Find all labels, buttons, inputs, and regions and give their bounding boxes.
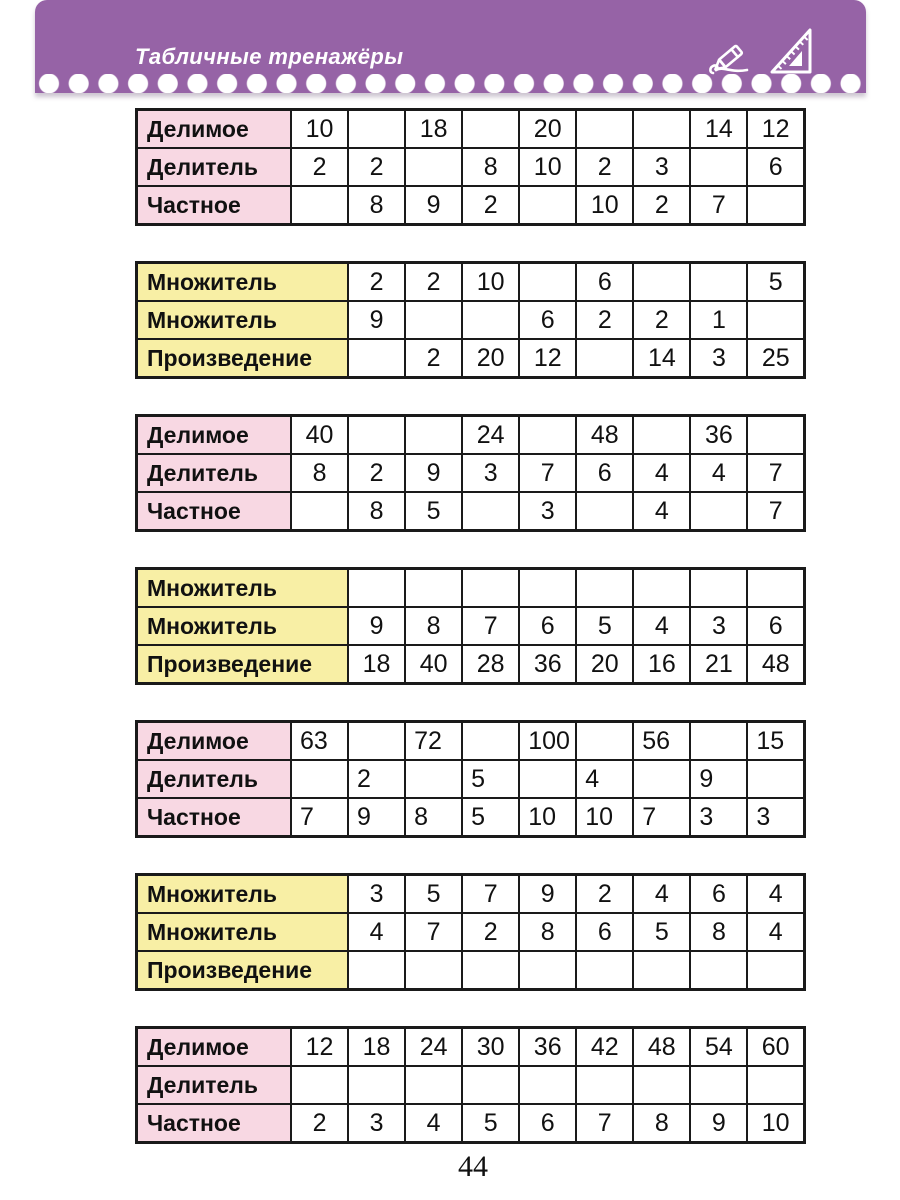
value-cell: 9 [519,875,576,914]
row-label: Множитель [137,569,349,608]
answer-cell-empty [462,1066,519,1104]
value-cell: 2 [462,913,519,951]
answer-cell-empty [405,1066,462,1104]
value-cell: 9 [405,186,462,225]
value-cell: 2 [291,148,348,186]
answer-cell-empty [633,760,690,798]
value-cell: 2 [633,301,690,339]
answer-cell-empty [405,951,462,990]
value-cell: 3 [633,148,690,186]
value-cell: 2 [405,263,462,302]
row-label: Частное [137,1104,292,1143]
value-cell: 9 [348,301,405,339]
answer-cell-empty [747,416,804,455]
value-cell: 3 [348,875,405,914]
division-trainer-table [135,720,806,838]
value-cell: 7 [747,454,804,492]
page-title: Табличные тренажёры [135,44,404,69]
value-cell: 40 [405,645,462,684]
value-cell: 7 [405,913,462,951]
division-trainer-table [135,414,806,532]
answer-cell-empty [519,760,576,798]
value-cell: 48 [747,645,804,684]
value-cell: 9 [348,798,405,837]
answer-cell-empty [348,339,405,378]
value-cell: 6 [519,301,576,339]
answer-cell-empty [462,492,519,531]
table-row [137,148,805,186]
value-cell: 2 [576,148,633,186]
answer-cell-empty [519,569,576,608]
answer-cell-empty [291,1066,348,1104]
row-label: Делимое [137,416,292,455]
answer-cell-empty [747,186,804,225]
answer-cell-empty [576,951,633,990]
value-cell: 20 [519,110,576,149]
value-cell: 100 [519,722,576,761]
table-row [137,263,805,302]
table-row [137,339,805,378]
multiplication-trainer-table [135,567,806,685]
value-cell: 5 [462,760,519,798]
value-cell: 9 [348,607,405,645]
answer-cell-empty [690,263,747,302]
value-cell: 8 [519,913,576,951]
answer-cell-empty [690,492,747,531]
row-label: Делитель [137,148,292,186]
value-cell: 6 [690,875,747,914]
value-cell: 2 [348,454,405,492]
value-cell: 3 [519,492,576,531]
value-cell: 2 [348,760,405,798]
value-cell: 10 [576,798,633,837]
value-cell: 7 [462,607,519,645]
value-cell: 6 [747,148,804,186]
answer-cell-empty [576,339,633,378]
table-row [137,416,805,455]
answer-cell-empty [576,492,633,531]
value-cell: 7 [291,798,348,837]
answer-cell-empty [576,569,633,608]
answer-cell-empty [633,263,690,302]
value-cell: 2 [462,186,519,225]
row-label: Произведение [137,645,349,684]
value-cell: 9 [405,454,462,492]
value-cell: 24 [405,1028,462,1067]
answer-cell-empty [747,569,804,608]
value-cell: 8 [690,913,747,951]
value-cell: 36 [519,645,576,684]
table-row [137,875,805,914]
value-cell: 2 [576,301,633,339]
value-cell: 4 [747,913,804,951]
value-cell: 5 [462,1104,519,1143]
triangle-ruler-icon [766,24,816,78]
table-row [137,569,805,608]
row-label: Делимое [137,722,292,761]
answer-cell-empty [462,722,519,761]
answer-cell-empty [519,1066,576,1104]
value-cell: 10 [291,110,348,149]
row-label: Делитель [137,1066,292,1104]
answer-cell-empty [633,951,690,990]
value-cell: 6 [747,607,804,645]
answer-cell-empty [690,569,747,608]
value-cell: 60 [747,1028,804,1067]
value-cell: 7 [747,492,804,531]
value-cell: 28 [462,645,519,684]
value-cell: 12 [291,1028,348,1067]
value-cell: 6 [519,607,576,645]
value-cell: 4 [633,875,690,914]
table-row [137,301,805,339]
answer-cell-empty [519,951,576,990]
answer-cell-empty [747,301,804,339]
answer-cell-empty [576,110,633,149]
value-cell: 3 [462,454,519,492]
value-cell: 8 [291,454,348,492]
table-row [137,607,805,645]
row-label: Множитель [137,301,349,339]
value-cell: 8 [348,492,405,531]
value-cell: 36 [519,1028,576,1067]
value-cell: 2 [405,339,462,378]
answer-cell-empty [519,263,576,302]
value-cell: 42 [576,1028,633,1067]
answer-cell-empty [405,569,462,608]
answer-cell-empty [576,1066,633,1104]
answer-cell-empty [348,951,405,990]
value-cell: 4 [690,454,747,492]
value-cell: 7 [462,875,519,914]
table-row [137,1104,805,1143]
answer-cell-empty [747,1066,804,1104]
value-cell: 3 [690,339,747,378]
value-cell: 8 [405,607,462,645]
value-cell: 1 [690,301,747,339]
value-cell: 2 [291,1104,348,1143]
answer-cell-empty [405,301,462,339]
value-cell: 56 [633,722,690,761]
table-row [137,951,805,990]
value-cell: 2 [633,186,690,225]
value-cell: 30 [462,1028,519,1067]
answer-cell-empty [348,1066,405,1104]
value-cell: 5 [405,492,462,531]
row-label: Произведение [137,339,349,378]
row-label: Делитель [137,760,292,798]
value-cell: 25 [747,339,804,378]
value-cell: 18 [348,645,405,684]
value-cell: 4 [633,607,690,645]
answer-cell-empty [747,760,804,798]
value-cell: 9 [690,760,747,798]
value-cell: 12 [747,110,804,149]
value-cell: 3 [690,607,747,645]
row-label: Частное [137,186,292,225]
value-cell: 8 [462,148,519,186]
value-cell: 4 [576,760,633,798]
header-icons [706,24,816,78]
value-cell: 54 [690,1028,747,1067]
value-cell: 2 [348,148,405,186]
multiplication-trainer-table [135,873,806,991]
table-row [137,186,805,225]
answer-cell-empty [291,492,348,531]
value-cell: 10 [519,798,576,837]
row-label: Множитель [137,875,349,914]
table-row [137,454,805,492]
answer-cell-empty [690,148,747,186]
value-cell: 4 [348,913,405,951]
value-cell: 3 [747,798,804,837]
value-cell: 10 [576,186,633,225]
value-cell: 6 [519,1104,576,1143]
answer-cell-empty [747,951,804,990]
table-row [137,1066,805,1104]
value-cell: 5 [462,798,519,837]
value-cell: 7 [576,1104,633,1143]
pencil-writing-icon [706,38,754,78]
value-cell: 7 [633,798,690,837]
row-label: Множитель [137,913,349,951]
value-cell: 18 [405,110,462,149]
value-cell: 4 [633,492,690,531]
value-cell: 10 [747,1104,804,1143]
answer-cell-empty [690,951,747,990]
value-cell: 20 [576,645,633,684]
value-cell: 48 [576,416,633,455]
answer-cell-empty [462,301,519,339]
answer-cell-empty [462,569,519,608]
value-cell: 5 [576,607,633,645]
value-cell: 2 [348,263,405,302]
value-cell: 4 [405,1104,462,1143]
answer-cell-empty [633,1066,690,1104]
row-label: Делимое [137,1028,292,1067]
table-row [137,913,805,951]
answer-cell-empty [519,416,576,455]
table-row [137,1028,805,1067]
value-cell: 21 [690,645,747,684]
answer-cell-empty [690,1066,747,1104]
table-row [137,798,805,837]
answer-cell-empty [462,110,519,149]
value-cell: 7 [519,454,576,492]
value-cell: 3 [690,798,747,837]
value-cell: 6 [576,263,633,302]
value-cell: 16 [633,645,690,684]
scallop-edge [35,74,866,93]
answer-cell-empty [405,760,462,798]
value-cell: 15 [747,722,804,761]
value-cell: 5 [633,913,690,951]
answer-cell-empty [690,722,747,761]
page-number: 44 [458,1150,488,1183]
row-label: Делитель [137,454,292,492]
value-cell: 48 [633,1028,690,1067]
table-row [137,722,805,761]
answer-cell-empty [405,148,462,186]
table-row [137,492,805,531]
value-cell: 12 [519,339,576,378]
answer-cell-empty [633,416,690,455]
answer-cell-empty [576,722,633,761]
value-cell: 20 [462,339,519,378]
answer-cell-empty [348,110,405,149]
value-cell: 14 [633,339,690,378]
division-trainer-table [135,1026,806,1144]
multiplication-trainer-table [135,261,806,379]
value-cell: 5 [405,875,462,914]
value-cell: 6 [576,913,633,951]
tables-container [135,108,806,1179]
answer-cell-empty [462,951,519,990]
answer-cell-empty [348,722,405,761]
value-cell: 10 [462,263,519,302]
value-cell: 10 [519,148,576,186]
answer-cell-empty [291,760,348,798]
row-label: Делимое [137,110,292,149]
value-cell: 5 [747,263,804,302]
row-label: Частное [137,492,292,531]
row-label: Частное [137,798,292,837]
value-cell: 24 [462,416,519,455]
answer-cell-empty [348,569,405,608]
table-row [137,760,805,798]
value-cell: 4 [633,454,690,492]
header-band [35,0,866,93]
table-row [137,110,805,149]
value-cell: 63 [291,722,348,761]
value-cell: 8 [405,798,462,837]
value-cell: 40 [291,416,348,455]
answer-cell-empty [291,186,348,225]
value-cell: 2 [576,875,633,914]
value-cell: 8 [633,1104,690,1143]
value-cell: 18 [348,1028,405,1067]
row-label: Множитель [137,263,349,302]
answer-cell-empty [633,110,690,149]
value-cell: 6 [576,454,633,492]
division-trainer-table [135,108,806,226]
value-cell: 3 [348,1104,405,1143]
value-cell: 9 [690,1104,747,1143]
answer-cell-empty [633,569,690,608]
row-label: Множитель [137,607,349,645]
answer-cell-empty [519,186,576,225]
value-cell: 72 [405,722,462,761]
table-row [137,645,805,684]
value-cell: 4 [747,875,804,914]
answer-cell-empty [405,416,462,455]
value-cell: 36 [690,416,747,455]
value-cell: 14 [690,110,747,149]
value-cell: 8 [348,186,405,225]
answer-cell-empty [348,416,405,455]
value-cell: 7 [690,186,747,225]
row-label: Произведение [137,951,349,990]
